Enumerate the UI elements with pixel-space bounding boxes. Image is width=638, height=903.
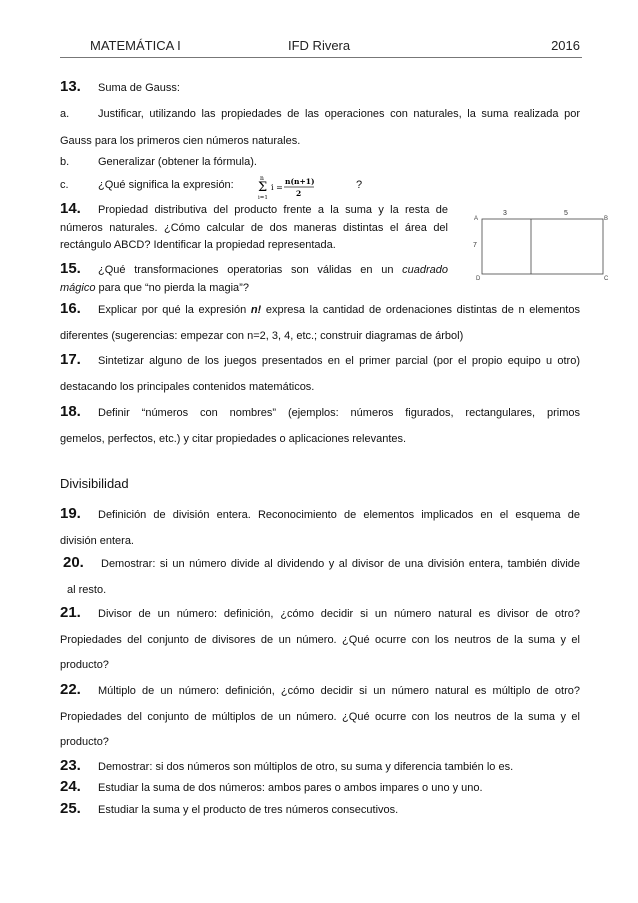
question-number: 15. [60,260,81,277]
item-end: ? [356,179,363,191]
question-text: ¿Qué transformaciones operatorias son válidas en un [98,264,394,276]
item-label: b. [60,156,70,168]
sum-term: i = [271,183,283,192]
question-text-italic: cuadrado [402,264,448,276]
question-19 [60,503,580,552]
question-text-line2: destacando los principales contenidos matemáticos. [60,380,315,393]
header-rule [60,57,582,58]
vertex-a: A [474,216,479,222]
question-number: 21. [60,604,81,621]
question-21 [60,602,580,677]
question-text: Explicar por qué la expresión [98,304,247,316]
question-text-line3: producto? [60,659,109,671]
question-16 [60,298,580,347]
question-text: Suma de Gauss: [98,82,180,94]
question-text: Estudiar la suma y el producto de tres números consecutivos. [98,804,399,816]
sigma-icon: Σ [258,180,268,195]
header-year: 2016 [551,38,580,53]
question-text-line2: Propiedades del conjunto de divisores de un número. ¿Qué ocurre con los neutros de la suma y el [60,633,580,646]
question-24 [60,778,580,798]
question-text-line2: diferentes (sugerencias: empezar con n=2, 3, 4, etc.; construir diagramas de árbol) [60,329,464,342]
question-number: 16. [60,300,81,317]
question-text: Divisor de un número: definición, ¿cómo decidir si un número natural es divisor de otro? [98,608,580,620]
length-left: 3 [503,210,507,217]
question-number: 25. [60,800,81,817]
sum-upper-limit: n [260,175,264,182]
question-text-cont: expresa la cantidad de ordenaciones distintas de n elementos [265,304,580,316]
question-text-line2: Propiedades del conjunto de múltiplos de un número. ¿Qué ocurre con los neutros de la suma y el [60,710,580,723]
question-number: 18. [60,403,81,420]
formula-denominator: 2 [296,189,302,198]
header-course: MATEMÁTICA I [90,38,181,53]
question-number: 13. [60,78,81,95]
question-number: 19. [60,505,81,522]
question-number: 24. [60,778,81,795]
question-text: Definición de división entera. Reconocimiento de elementos implicados en el esquema de [98,509,580,521]
question-text-line2: gemelos, perfectos, etc.) y citar propiedades o aplicaciones relevantes. [60,432,407,445]
page-header [60,38,580,58]
rectangle-outline [482,219,603,274]
question-20 [63,552,580,601]
question-15 [60,260,448,297]
header-institution: IFD Rivera [288,38,351,53]
question-13b [60,151,580,174]
rectangle-abcd-diagram [470,204,608,284]
question-text: Estudiar la suma de dos números: ambos pares o ambos impares o uno y uno. [98,782,483,794]
question-number: 22. [60,681,81,698]
question-23 [60,757,580,777]
question-text: Demostrar: si un número divide al dividendo y al divisor de una división entera, también divide [101,558,580,570]
item-label: a. [60,108,70,120]
question-text: Múltiplo de un número: definición, ¿cómo decidir si un número natural es múltiplo de otro? [98,685,580,697]
question-number: 17. [60,351,81,368]
question-text-line2: división entera. [60,534,134,547]
item-text: Justificar, utilizando las propiedades de las operaciones con naturales, la suma realizada por [98,108,580,120]
question-text-emphasis: n! [250,304,262,316]
question-text-line3: rectángulo ABCD? Identificar la propiedad representada. [60,239,336,251]
question-text: Propiedad distributiva del producto frente a la suma y la resta de [98,204,448,216]
item-text: Generalizar (obtener la fórmula). [98,156,257,168]
question-text-italic-2: mágico [60,281,96,294]
question-text-line2: para que “no pierda la magia”? [95,281,249,294]
question-18 [60,401,580,450]
sum-lower-limit: i=1 [258,195,268,200]
length-right: 5 [564,210,568,217]
length-side: 7 [473,242,477,249]
formula-numerator: n(n+1) [285,177,315,186]
vertex-d: D [476,276,481,282]
gauss-formula [258,172,358,200]
question-22 [60,679,580,754]
question-text-line3: producto? [60,736,109,748]
question-number: 23. [60,757,81,774]
item-text-cont: Gauss para los primeros cien números naturales. [60,134,301,147]
question-text: Demostrar: si dos números son múltiplos de otro, su suma y diferencia también lo es. [98,761,514,773]
question-13a [60,103,580,152]
item-text: ¿Qué significa la expresión: [98,179,234,191]
vertex-c: C [604,276,608,282]
question-13 [60,76,580,100]
question-number: 14. [60,200,81,217]
vertex-b: B [604,216,608,222]
question-text: Definir “números con nombres” (ejemplos: números figurados, rectangulares, primos [98,407,580,419]
question-text-line2: números naturales. ¿Cómo calcular de dos maneras distintas el área del [60,221,448,234]
section-title: Divisibilidad [60,476,129,491]
question-text-line2: al resto. [67,583,107,596]
question-17 [60,349,580,398]
question-14 [60,200,448,255]
question-text: Sintetizar alguno de los juegos presentados en el primer parcial (por el propio equipo u otro) [98,355,580,367]
question-25 [60,800,580,820]
item-label: c. [60,179,69,191]
question-number: 20. [63,554,84,571]
